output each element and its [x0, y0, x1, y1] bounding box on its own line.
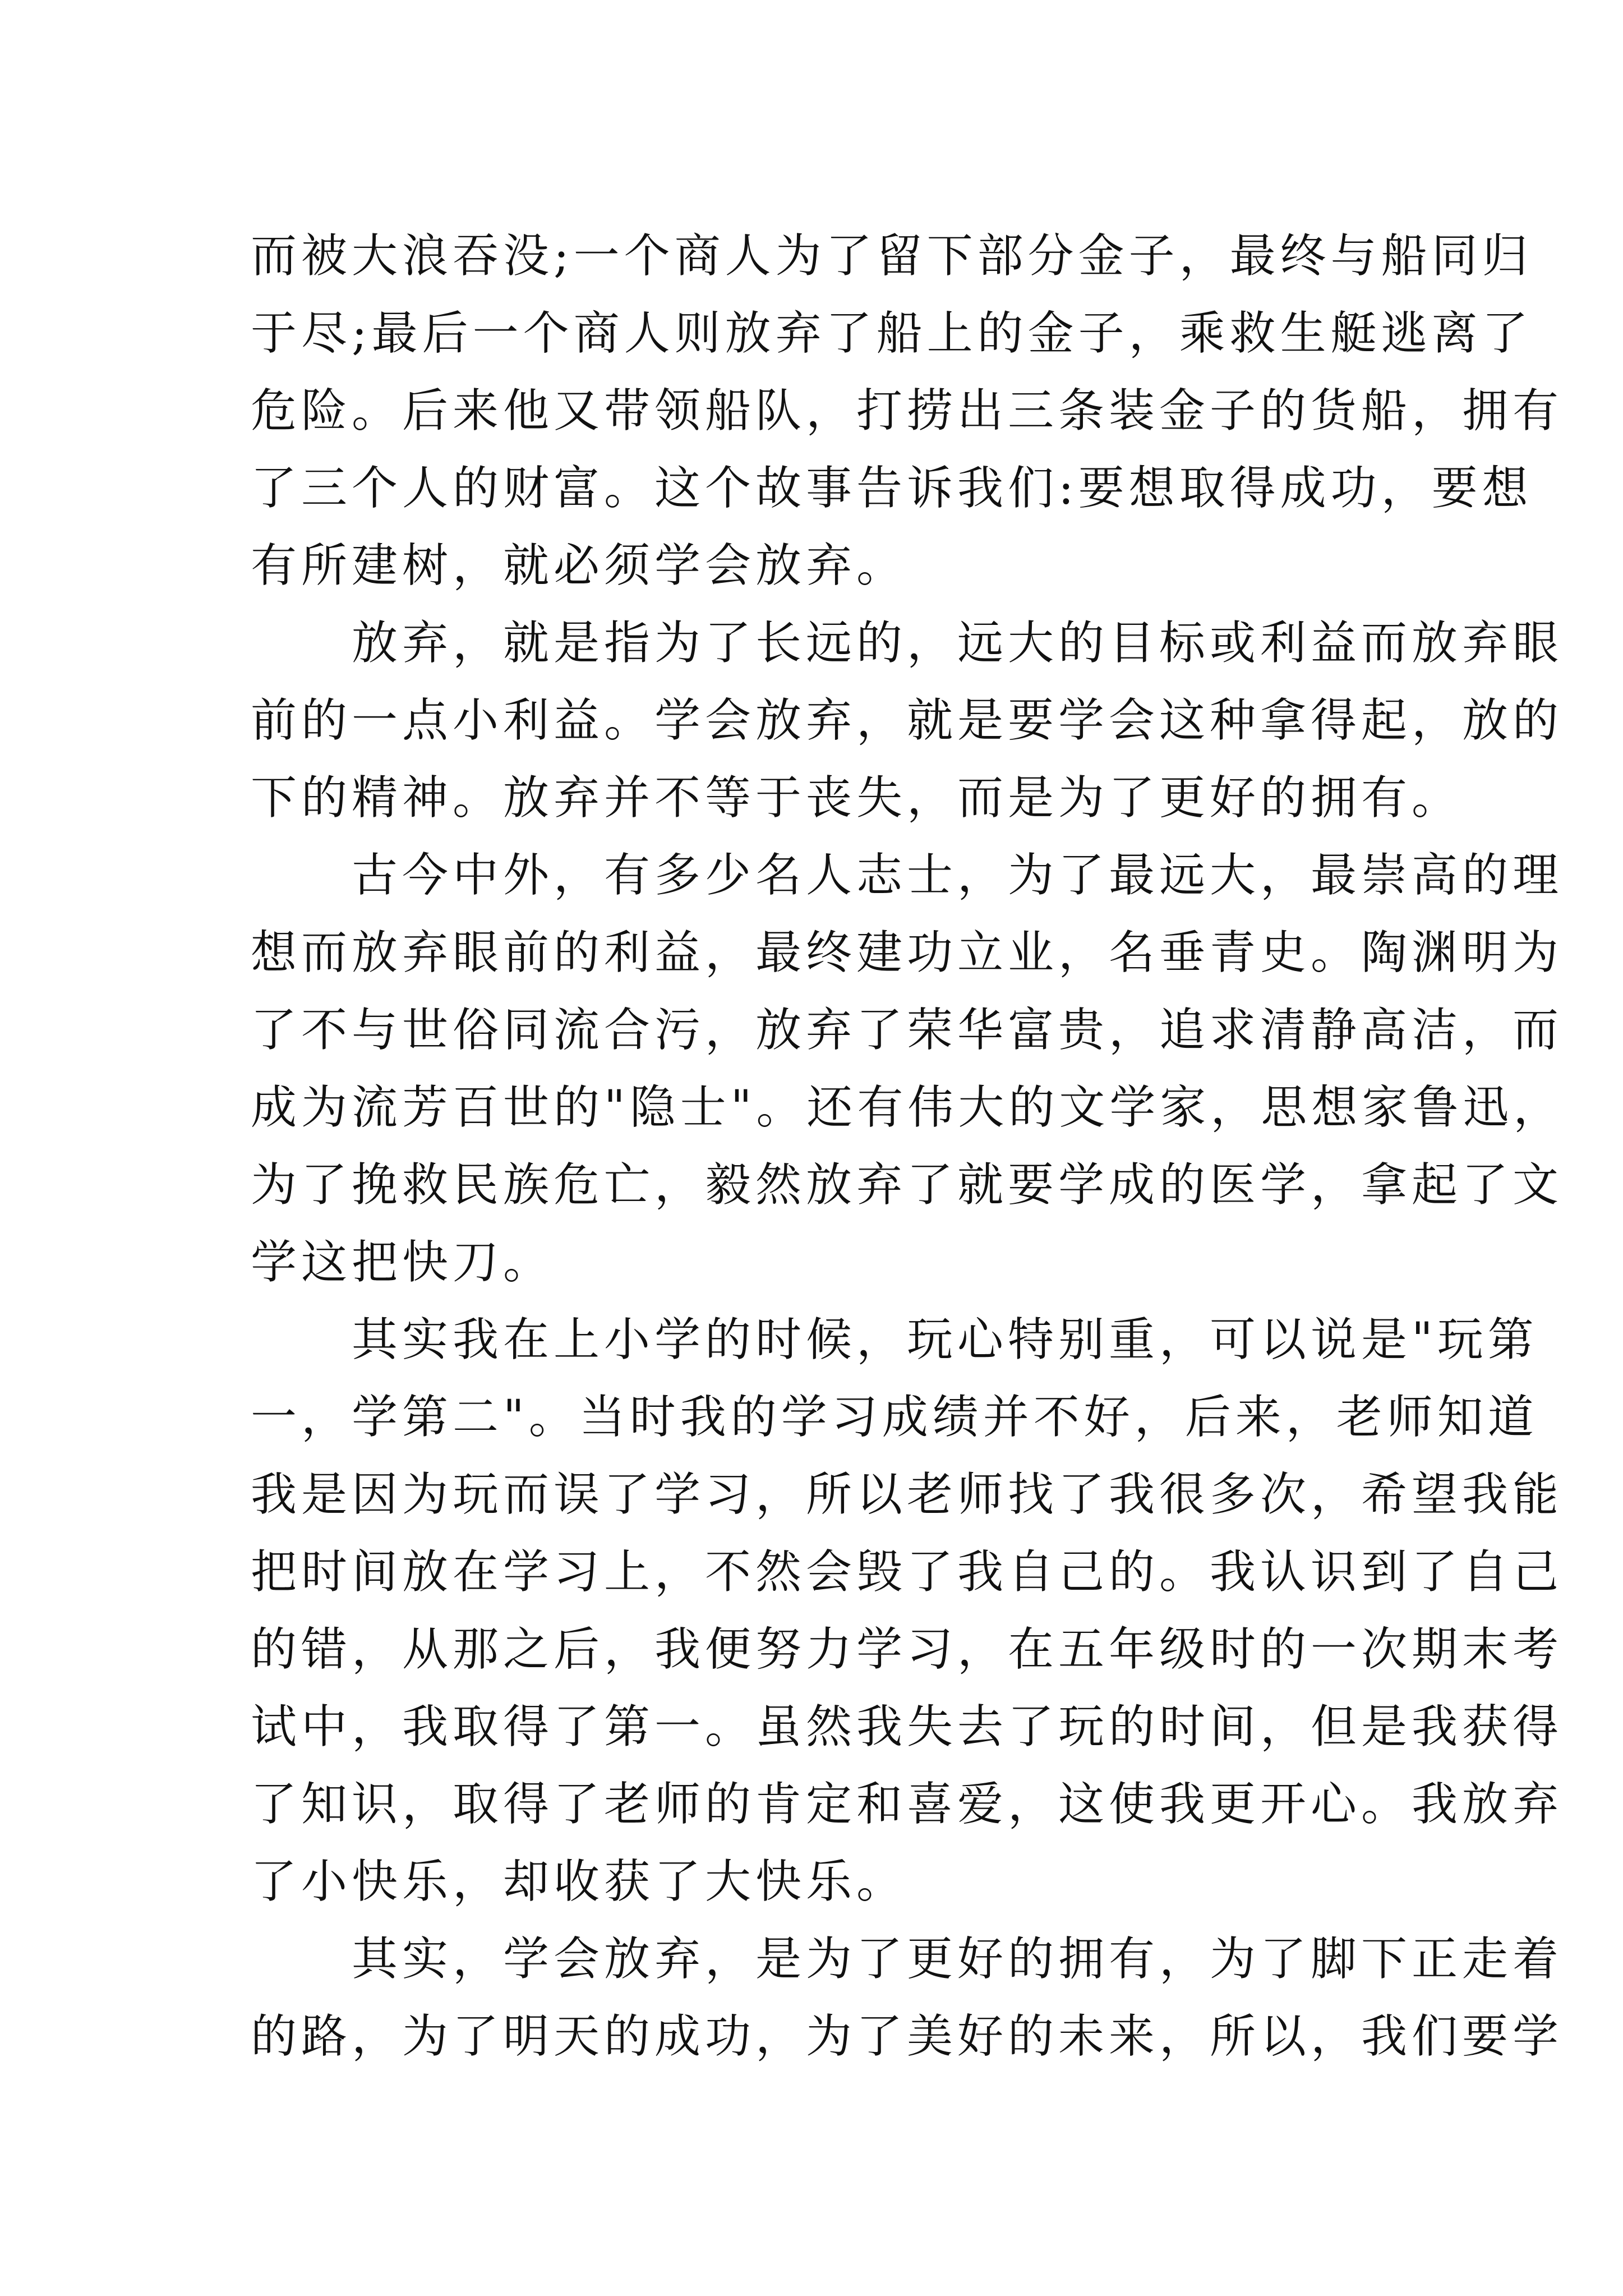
text-line: 有所建树，就必须学会放弃。 [251, 539, 907, 592]
text-line: 其实我在上小学的时候，玩心特别重，可以说是"玩第 [251, 1313, 1538, 1366]
text-line: 放弃，就是指为了长远的，远大的目标或利益而放弃眼 [251, 616, 1564, 670]
text-line: 于尽;最后一个商人则放弃了船上的金子，乘救生艇逃离了 [251, 307, 1533, 360]
essay-body [251, 218, 1564, 2076]
text-line: 我是因为玩而误了学习，所以老师找了我很多次，希望我能 [251, 1468, 1564, 1521]
text-line: 前的一点小利益。学会放弃，就是要学会这种拿得起，放的 [251, 694, 1564, 747]
text-line: 一，学第二"。当时我的学习成绩并不好，后来，老师知道 [251, 1391, 1538, 1444]
text-line: 了三个人的财富。这个故事告诉我们:要想取得成功，要想 [251, 462, 1533, 515]
text-line: 为了挽救民族危亡，毅然放弃了就要学成的医学，拿起了文 [251, 1158, 1564, 1212]
text-line: 而被大浪吞没;一个商人为了留下部分金子，最终与船同归 [251, 229, 1533, 283]
text-line: 危险。后来他又带领船队，打捞出三条装金子的货船，拥有 [251, 384, 1564, 438]
text-line: 的错，从那之后，我便努力学习，在五年级时的一次期末考 [251, 1623, 1564, 1676]
text-line: 了不与世俗同流合污，放弃了荣华富贵，追求清静高洁，而 [251, 1004, 1564, 1057]
text-line: 成为流芳百世的"隐士"。还有伟大的文学家，思想家鲁迅， [251, 1081, 1564, 1134]
text-line: 把时间放在学习上，不然会毁了我自己的。我认识到了自己 [251, 1545, 1564, 1599]
text-line: 了知识，取得了老师的肯定和喜爱，这使我更开心。我放弃 [251, 1778, 1564, 1831]
text-line: 下的精神。放弃并不等于丧失，而是为了更好的拥有。 [251, 771, 1463, 825]
text-line: 的路，为了明天的成功，为了美好的未来，所以，我们要学 [251, 2010, 1564, 2063]
text-line: 试中，我取得了第一。虽然我失去了玩的时间，但是我获得 [251, 1700, 1564, 1754]
text-line: 了小快乐，却收获了大快乐。 [251, 1855, 907, 1908]
text-line: 古今中外，有多少名人志士，为了最远大，最崇高的理 [251, 849, 1564, 902]
text-line: 学这把快刀。 [251, 1236, 554, 1289]
text-line: 想而放弃眼前的利益，最终建功立业，名垂青史。陶渊明为 [251, 926, 1564, 979]
text-line: 其实，学会放弃，是为了更好的拥有，为了脚下正走着 [251, 1932, 1564, 1986]
